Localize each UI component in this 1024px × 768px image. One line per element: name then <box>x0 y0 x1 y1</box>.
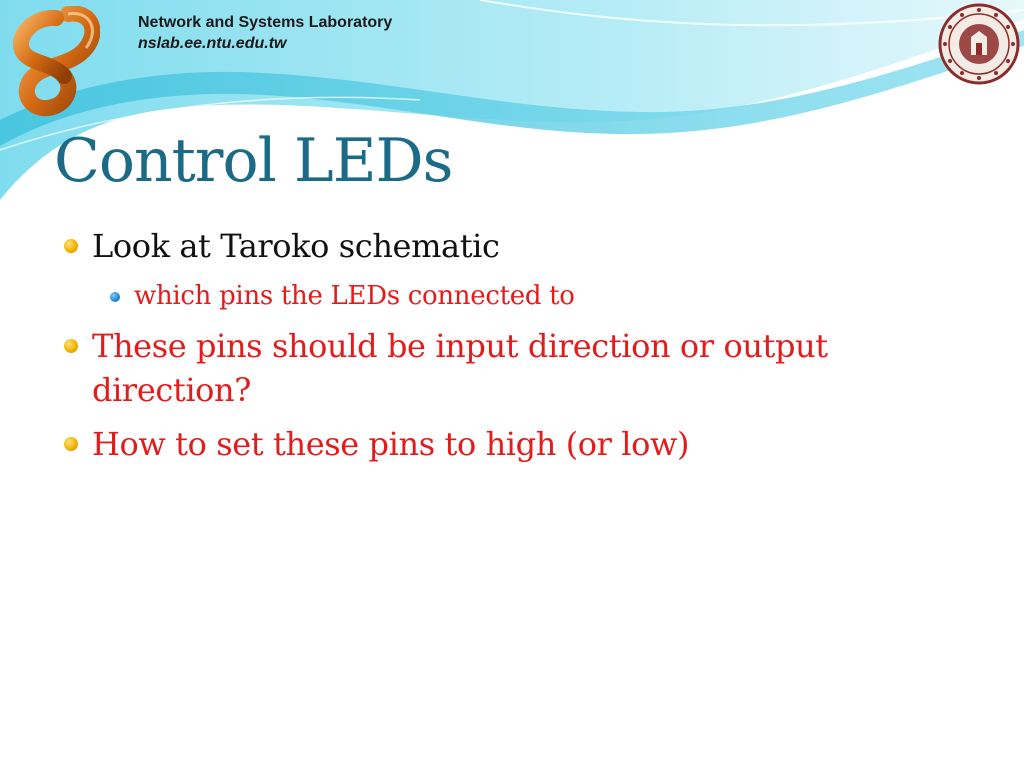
bullet-dot-icon <box>64 339 78 353</box>
infinity-loop-logo-icon <box>8 6 100 118</box>
lab-name: Network and Systems Laboratory <box>138 14 393 31</box>
bullet-list <box>62 224 962 466</box>
sub-bullet-item <box>62 276 962 316</box>
bullet-dot-icon <box>64 437 78 451</box>
slide-title: Control LEDs <box>54 126 453 196</box>
bullet-text: How to set these pins to high (or low) <box>92 425 690 463</box>
sub-bullet-text: which pins the LEDs connected to <box>134 281 575 311</box>
university-seal-icon <box>938 3 1020 85</box>
bullet-item <box>62 324 962 412</box>
bullet-item <box>62 422 962 466</box>
lab-url: nslab.ee.ntu.edu.tw <box>138 35 287 52</box>
sub-bullet-dot-icon <box>110 292 120 302</box>
bullet-text: Look at Taroko schematic <box>92 227 500 265</box>
bullet-dot-icon <box>64 239 78 253</box>
bullet-text: These pins should be input direction or output direction? <box>92 327 828 409</box>
bullet-item <box>62 224 962 268</box>
